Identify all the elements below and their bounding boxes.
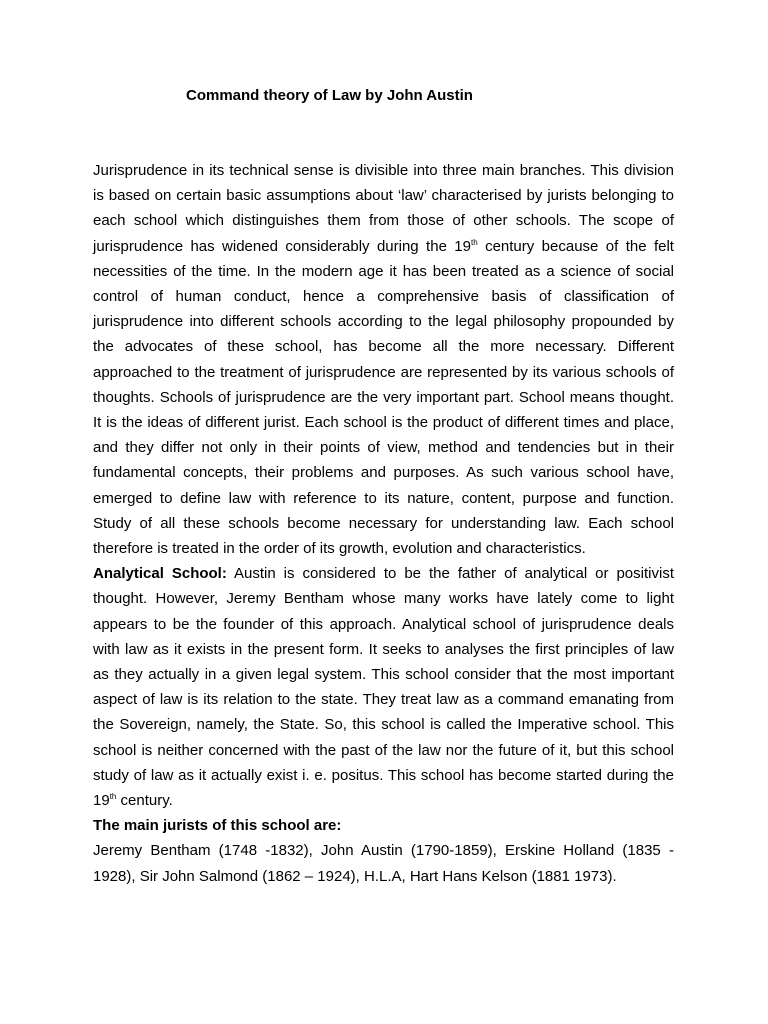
- analytical-school-heading: Analytical School:: [93, 565, 227, 583]
- jurists-heading: The main jurists of this school are:: [93, 817, 342, 835]
- document-title: Command theory of Law by John Austin: [186, 87, 473, 104]
- intro-text-part2: century because of the felt necessities of the time. In the modern age it has been treated as a science of social control of human conduct, hence a comprehensive basis of classification of jurisprudence into different schools according to the legal philosophy propounded by the advocates of these school, has become all the more necessary. Different approached to the treatment of jurisprudence are represented by its various schools of thoughts. Schools of jurisprudence are the very important part. School means thought. It is the ideas of different jurist. Each school is the product of different times and place, and they differ not only in their points of view, method and tendencies but in their fundamental concepts, their problems and purposes. As such various school have, emerged to define law with reference to its nature, content, purpose and function. Study of all these schools become necessary for understanding law. Each school therefore is treated in the order of its growth, evolution and characteristics.: [93, 237, 674, 558]
- intro-superscript: th: [471, 237, 478, 247]
- analytical-text-part1: Austin is considered to be the father of analytical or positivist thought. However, Jeremy Bentham whose many works have lately come to light appears to be the founder of this approach. Analytical school of jurisprudence deals with law as it exists in the present form. It seeks to analyses the first principles of law as they actually in a given legal system. This school consider that the most important aspect of law is its relation to the state. They treat law as a command emanating from the Sovereign, namely, the State. So, this school is called the Imperative school. This school is neither concerned with the past of the law nor the future of it, but this school study of law as it actually exist i. e. positus. This school has become started during the 19: [93, 565, 674, 810]
- analytical-school-paragraph: [93, 561, 674, 813]
- analytical-superscript: th: [109, 792, 117, 802]
- document-body: [93, 158, 674, 889]
- intro-paragraph: [93, 158, 674, 561]
- analytical-text-part2: century.: [116, 792, 173, 810]
- jurists-list-paragraph: Jeremy Bentham (1748 -1832), John Austin (1790-1859), Erskine Holland (1835 - 1928), Sir John Salmond (1862 – 1924), H.L.A, Hart Hans Kelson (1881 1973).: [93, 842, 674, 885]
- intro-text-part1: Jurisprudence in its technical sense is divisible into three main branches. This division is based on certain basic assumptions about ‘law’ characterised by jurists belonging to each school which distinguishes them from those of other schools. The scope of jurisprudence has widened considerably during the 19: [93, 162, 674, 255]
